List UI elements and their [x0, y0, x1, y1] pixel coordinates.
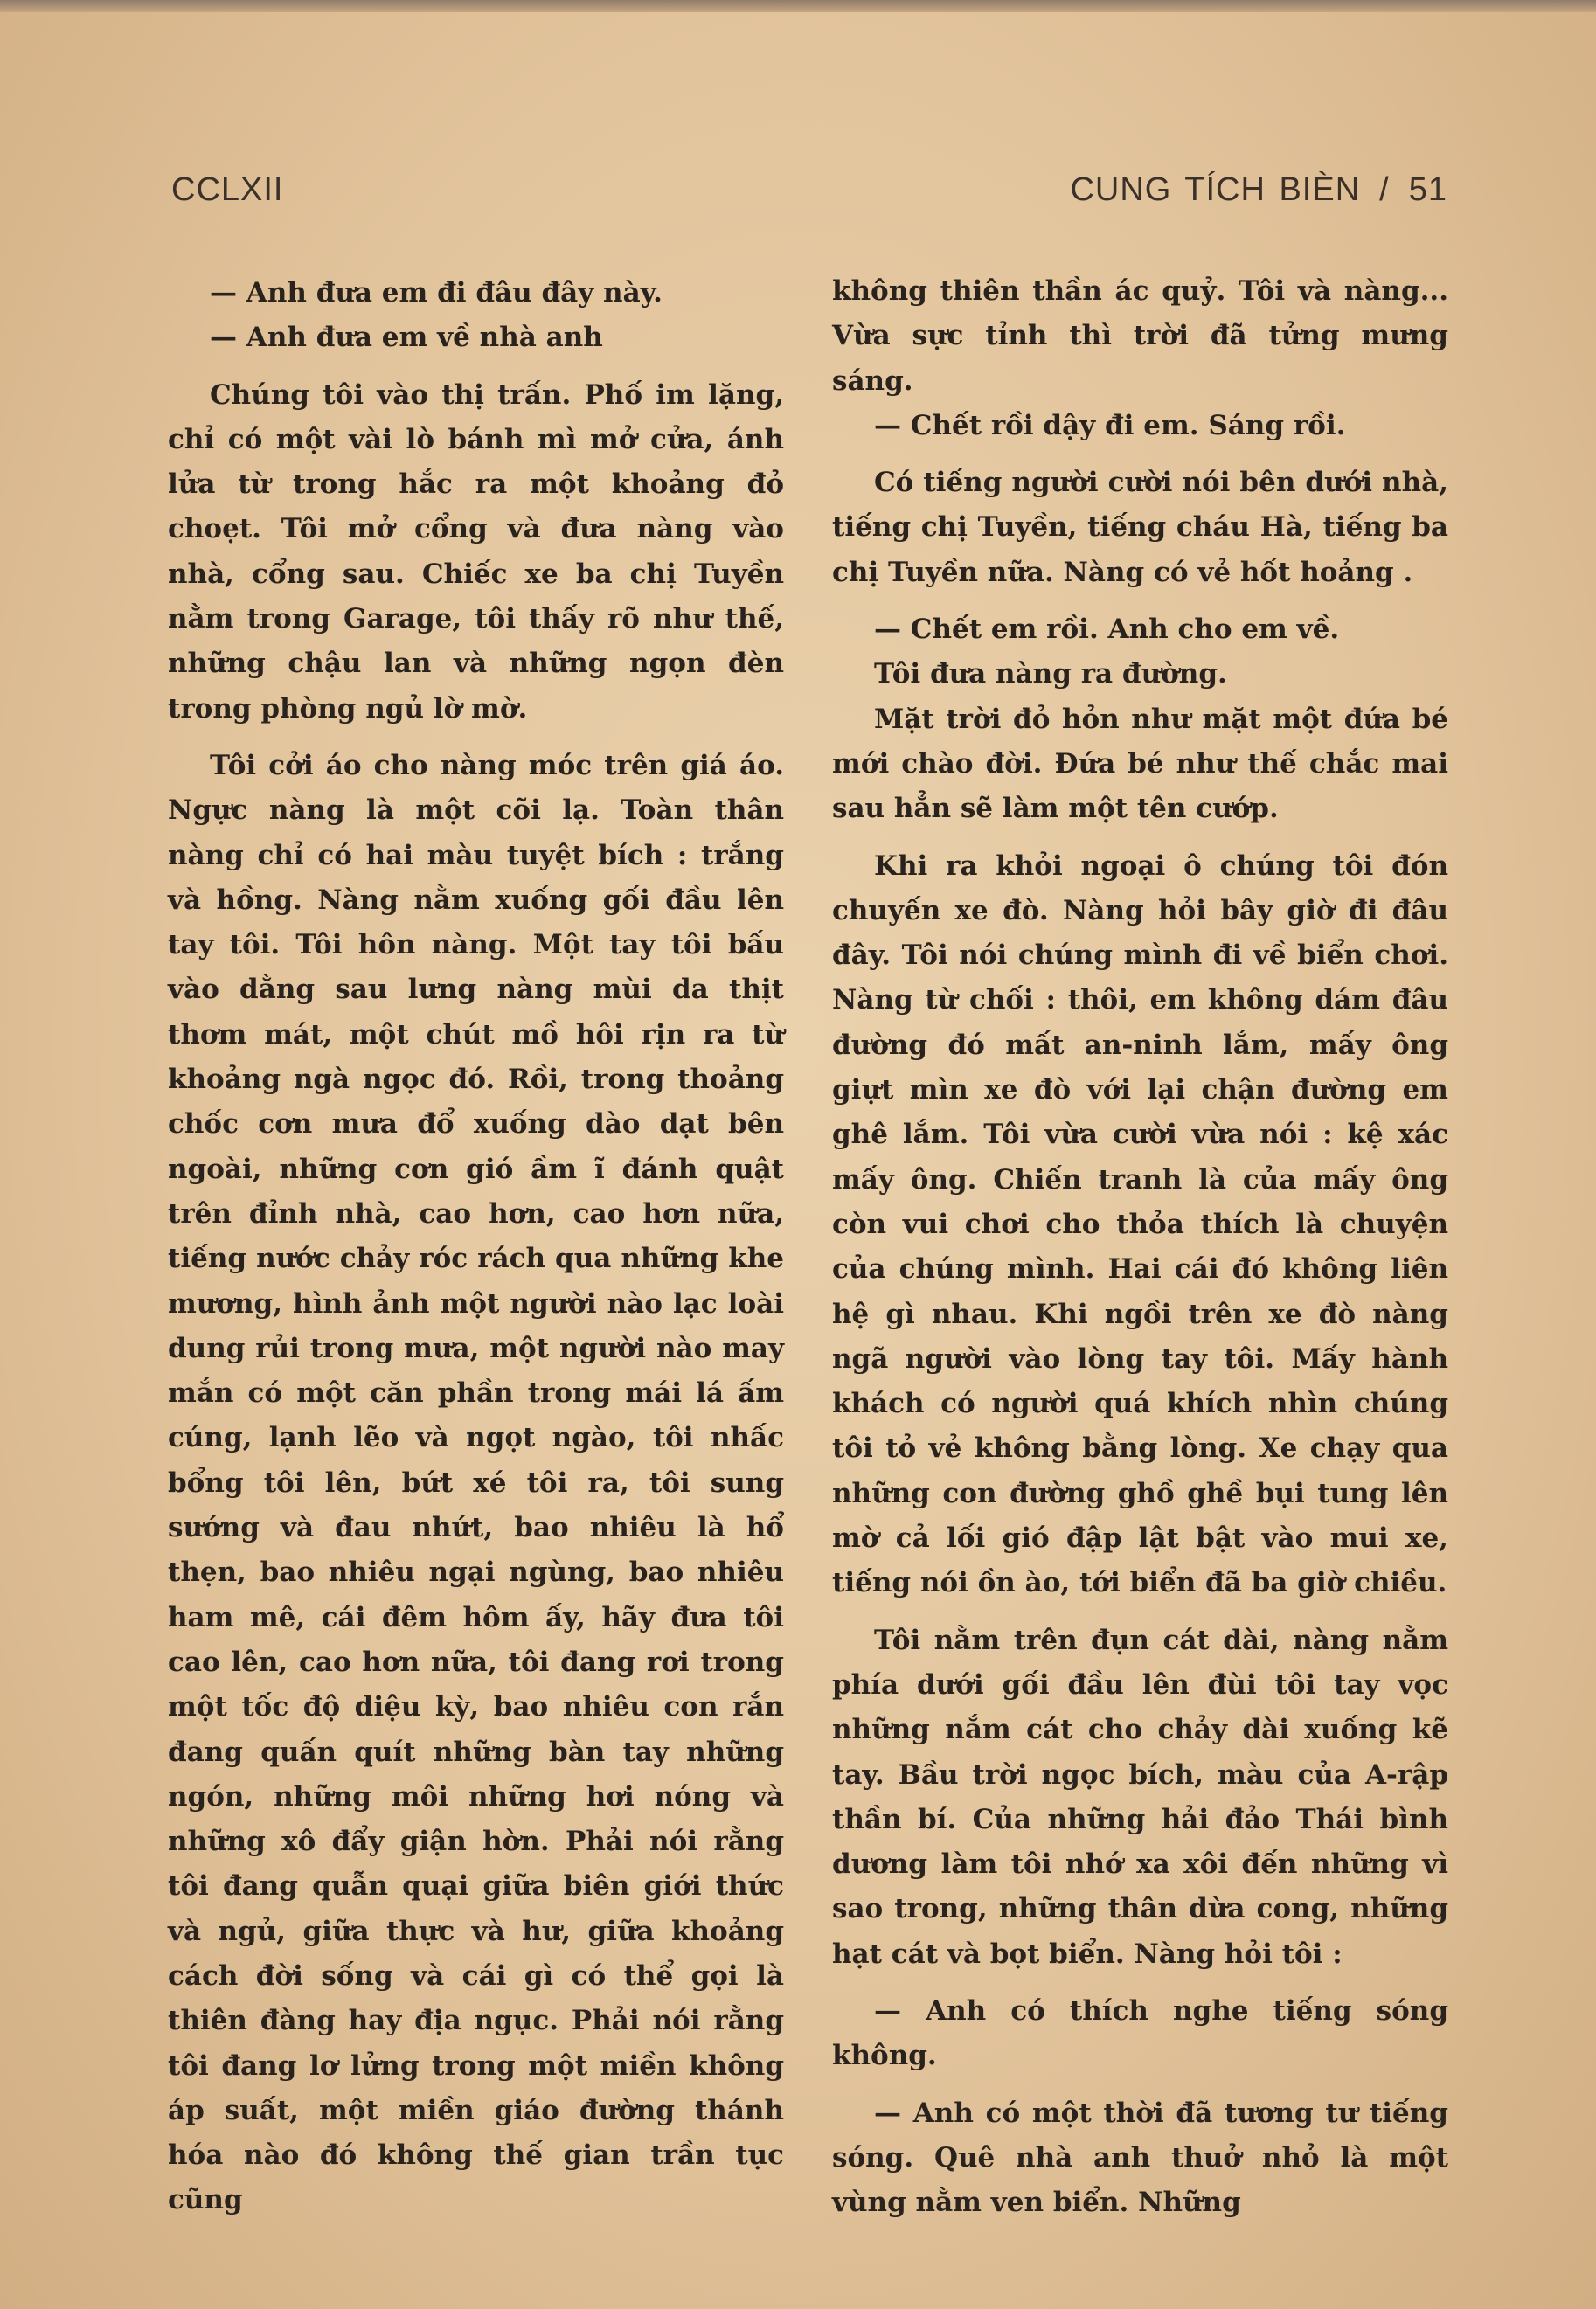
paragraph: Khi ra khỏi ngoại ô chúng tôi đón chuyến xe đò. Nàng hỏi bây giờ đi đâu đây. Tôi nói chúng mình đi về biển chơi. Nàng từ chối : thôi, em không dám đâu đường đó mất an-ninh lắm, mấy ông giựt mìn xe đò với lại chận đường em ghê lắm. Tôi vừa cười vừa nói : kệ xác mấy ông. Chiến tranh là của mấy ông còn vui chơi cho thỏa thích là chuyện của chúng mình. Hai cái đó không liên hệ gì nhau. Khi ngồi trên xe đò nàng ngã người vào lòng tay tôi. Mấy hành khách có người quá khích nhìn chúng tôi tỏ vẻ không bằng lòng. Xe chạy qua những con đường ghồ ghề bụi tung lên mờ cả lối gió đập lật bật vào mui xe, tiếng nói ồn ào, tới biển đã ba giờ chiều. — [832, 849, 1448, 1599]
paragraph: — Chết rồi dậy đi em. Sáng rồi. — [874, 409, 1346, 441]
section-code: CCLXII — [171, 171, 284, 208]
running-title: CUNG TÍCH BIÈN — [1070, 171, 1361, 208]
paragraph: — Anh có một thời đã tương tư tiếng sóng. Quê nhà anh thuở nhỏ là một vùng nằm ven biển. Những — [832, 2097, 1448, 2219]
page-top-edge — [0, 0, 1596, 12]
paragraph: Chúng tôi vào thị trấn. Phố im lặng, chỉ có một vài lò bánh mì mở cửa, ánh lửa từ trong hắc ra một khoảng đỏ choẹt. Tôi mở cổng và đưa nàng vào nhà, cổng sau. Chiếc xe ba chị Tuyền nằm trong Garage, tôi thấy rõ như thế, những chậu lan và những ngọn đèn trong phòng ngủ lờ mờ. — [168, 378, 784, 725]
paragraph: — Anh đưa em về nhà anh — [210, 322, 603, 354]
paragraph: — Anh có thích nghe tiếng sóng không. — [832, 1994, 1448, 2072]
paragraph: — Chết em rồi. Anh cho em về. — [874, 614, 1340, 646]
right-column — [832, 269, 1448, 2225]
left-column — [168, 271, 784, 2223]
paragraph: Mặt trời đỏ hỏn như mặt một đứa bé mới chào đời. Đứa bé như thế chắc mai sau hẳn sẽ làm một tên cướp. — [832, 703, 1448, 825]
page-number: 51 — [1408, 171, 1447, 208]
paragraph: Tôi đưa nàng ra đường. — [874, 658, 1227, 690]
paragraph: không thiên thần ác quỷ. Tôi và nàng... Vừa sực tỉnh thì trời đã tửng mưng sáng. — [832, 275, 1448, 397]
paragraph: Có tiếng người cười nói bên dưới nhà, tiếng chị Tuyền, tiếng cháu Hà, tiếng ba chị Tuyền nữa. Nàng có vẻ hốt hoảng . — [832, 467, 1448, 588]
paragraph: — Anh đưa em đi đâu đây này. — [210, 277, 663, 309]
running-header — [1070, 171, 1447, 209]
paragraph: Tôi nằm trên đụn cát dài, nàng nằm phía dưới gối đầu lên đùi tôi tay vọc những nắm cát cho chảy dài xuống kẽ tay. Bầu trời ngọc bích, màu của A-rập thần bí. Của những hải đảo Thái bình dương làm tôi nhớ xa xôi đến những vì sao trong, những thân dừa cong, những hạt cát và bọt biển. Nàng hỏi tôi : — [832, 1624, 1448, 1970]
paragraph: Tôi cởi áo cho nàng móc trên giá áo. Ngực nàng là một cõi lạ. Toàn thân nàng chỉ có hai màu tuyệt bích : trắng và hồng. Nàng nằm xuống gối đầu lên tay tôi. Tôi hôn nàng. Một tay tôi bấu vào dằng sau lưng nàng mùi da thịt thơm mát, một chút mồ hôi rịn ra từ khoảng ngà ngọc đó. Rồi, trong thoảng chốc cơn mưa đổ xuống dào dạt bên ngoài, những cơn gió ầm ĩ đánh quật trên đỉnh nhà, cao hơn, cao hơn nữa, tiếng nước chảy róc rách qua những khe mương, hình ảnh một người nào lạc loài dung rủi trong mưa, một người nào may mắn có một căn phần trong mái lá ấm cúng, lạnh lẽo và ngọt ngào, tôi nhấc bổng tôi lên, bứt xé tôi ra, tôi sung sướng và đau nhứt, bao nhiêu là hổ thẹn, bao nhiêu ngại ngùng, bao nhiêu ham mê, cái đêm hôm ấy, hãy đưa tôi cao lên, cao hơn nữa, tôi đang rơi trong một tốc độ diệu kỳ, bao nhiêu con rắn đang quấn quít những bàn tay những ngón, những môi những hơi nóng và những xô đẩy giận hờn. Phải nói rằng tôi đang quẫn quại giữa biên giới thức và ngủ, giữa thực và hư, giữa khoảng cách đời sống và cái gì có thể gọi là thiên đàng hay địa ngục. Phải nói rằng tôi đang lơ lửng trong một miền không áp suất, một miền giáo đường thánh hóa nào đó không thế gian trần tục cũng — [168, 749, 784, 2216]
header-separator: / — [1379, 171, 1390, 208]
